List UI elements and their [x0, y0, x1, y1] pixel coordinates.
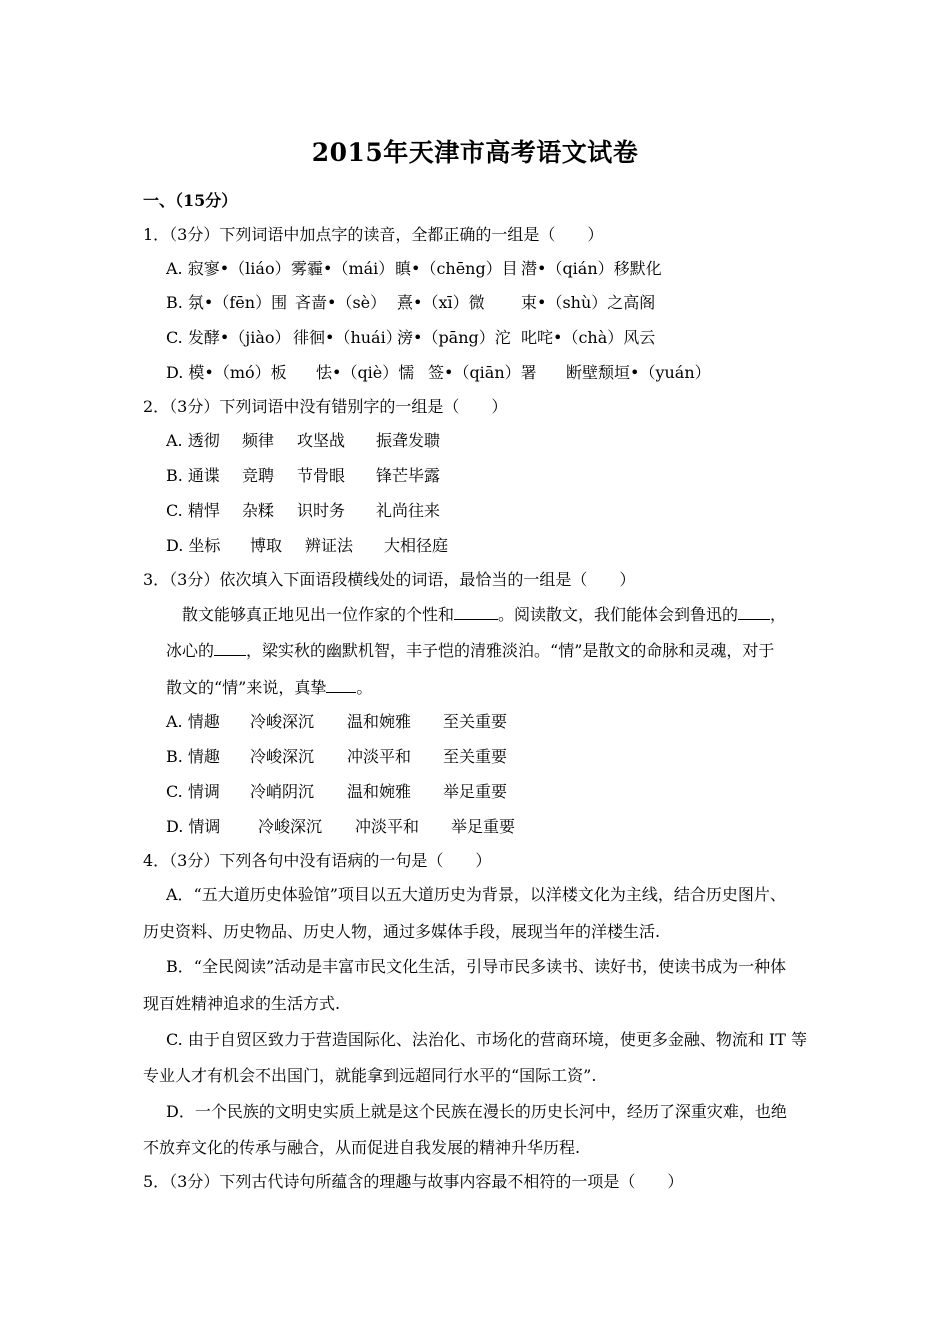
question-4-stem: 4．（3分）下列各句中没有语病的一句是（ ）: [143, 851, 492, 870]
question-4-option-c-line-2: 专业人才有机会不出国门，就能拿到远超同行水平的“国际工资”.: [143, 1066, 597, 1085]
fill-blank-4: [326, 677, 356, 693]
option-part: D. 情调: [166, 817, 221, 836]
question-4-option-c-line-1: C. 由于自贸区致力于营造国际化、法治化、市场化的营商环境，使更多金融、物流和 IT 等: [166, 1030, 808, 1049]
option-part: 怯•（qiè）懦: [316, 363, 415, 382]
option-part: D. 模•（mó）板: [166, 363, 287, 382]
option-part: C. 情调: [166, 782, 220, 801]
option-part: 辨证法: [305, 536, 354, 555]
question-4-option-d-line-1: D．一个民族的文明史实质上就是这个民族在漫长的历史长河中，经历了深重灾难，也绝: [166, 1102, 787, 1121]
passage-text: ，: [770, 605, 787, 624]
fill-blank-2: [738, 604, 770, 620]
question-4-option-b-line-2: 现百姓精神追求的生活方式.: [143, 994, 341, 1013]
option-part: B. 通谍: [166, 466, 220, 485]
option-part: 冷峻深沉: [258, 817, 323, 836]
option-part: 至关重要: [443, 747, 508, 766]
option-part: 大相径庭: [384, 536, 449, 555]
option-part: 竞聘: [242, 466, 275, 485]
option-part: B. 氛•（fēn）围: [166, 293, 288, 312]
question-3-passage-line-1: [182, 604, 786, 626]
option-part: 频律: [242, 431, 275, 450]
question-1-stem: 1．（3分）下列词语中加点字的读音，全都正确的一组是（ ）: [143, 225, 604, 244]
option-part: 振聋发聩: [376, 431, 441, 450]
option-part: A. 透彻: [166, 431, 220, 450]
option-part: 节骨眼: [297, 466, 346, 485]
option-part: 吝啬•（sè）: [295, 293, 387, 312]
question-2-stem: 2．（3分）下列词语中没有错别字的一组是（ ）: [143, 397, 508, 416]
option-part: 徘徊•（huái）: [293, 328, 402, 347]
page-title: 2015年天津市高考语文试卷: [311, 138, 639, 167]
passage-text: 。阅读散文，我们能体会到鲁迅的: [498, 605, 739, 624]
question-5-stem: 5．（3分）下列古代诗句所蕴含的理趣与故事内容最不相符的一项是（ ）: [143, 1172, 684, 1191]
option-part: A. 寂寥•（liáo）: [166, 259, 291, 278]
question-3-passage-line-3: [166, 677, 372, 699]
option-part: 断壁颓垣•（yuán）: [566, 363, 711, 382]
option-part: 冷峭阴沉: [250, 782, 315, 801]
passage-text: 散文能够真正地见出一位作家的个性和: [182, 605, 455, 624]
option-part: A. 情趣: [166, 712, 220, 731]
option-part: 冲淡平和: [355, 817, 420, 836]
question-4-option-a-line-1: A．“五大道历史体验馆”项目以五大道历史为背景，以洋楼文化为主线，结合历史图片、: [166, 885, 786, 904]
option-part: 冷峻深沉: [250, 747, 315, 766]
option-part: 雾霾•（mái）: [291, 259, 395, 278]
option-part: D. 坐标: [166, 536, 221, 555]
option-part: 识时务: [297, 501, 346, 520]
option-part: C. 精悍: [166, 501, 220, 520]
option-part: 温和婉雅: [347, 712, 412, 731]
option-part: 温和婉雅: [347, 782, 412, 801]
option-part: 举足重要: [451, 817, 516, 836]
passage-text: 冰心的: [166, 641, 215, 660]
option-part: 至关重要: [443, 712, 508, 731]
option-part: 滂•（pāng）沱: [397, 328, 511, 347]
option-part: 杂糅: [242, 501, 275, 520]
question-3-passage-line-2: [166, 640, 774, 662]
option-part: 攻坚战: [297, 431, 346, 450]
passage-text: 。: [356, 678, 373, 697]
option-part: B. 情趣: [166, 747, 220, 766]
option-part: 博取: [250, 536, 283, 555]
fill-blank-3: [214, 640, 246, 656]
question-4-option-b-line-1: B．“全民阅读”活动是丰富市民文化生活，引导市民多读书、读好书，使读书成为一种体: [166, 957, 787, 976]
option-part: 举足重要: [443, 782, 508, 801]
question-4-option-a-line-2: 历史资料、历史物品、历史人物，通过多媒体手段，展现当年的洋楼生活.: [143, 922, 661, 941]
option-part: 瞋•（chēng）目: [395, 259, 518, 278]
section-heading: 一、（15分）: [143, 191, 238, 210]
option-part: C. 发酵•（jiào）: [166, 328, 291, 347]
option-part: 冲淡平和: [347, 747, 412, 766]
option-part: 熹•（xī）微: [397, 293, 485, 312]
option-part: 礼尚往来: [376, 501, 441, 520]
fill-blank-1: [454, 604, 498, 620]
option-part: 签•（qiān）署: [428, 363, 537, 382]
option-part: 束•（shù）之高阁: [521, 293, 656, 312]
question-4-option-d-line-2: 不放弃文化的传承与融合，从而促进自我发展的精神升华历程.: [143, 1138, 581, 1157]
option-part: 潜•（qián）移默化: [521, 259, 662, 278]
passage-text: 散文的“情”来说，真挚: [166, 678, 327, 697]
passage-text: ，梁实秋的幽默机智，丰子恺的清雅淡泊。“情”是散文的命脉和灵魂，对于: [246, 641, 775, 660]
option-part: 锋芒毕露: [376, 466, 441, 485]
option-part: 叱咤•（chà）风云: [521, 328, 656, 347]
question-3-stem: 3．（3分）依次填入下面语段横线处的词语，最恰当的一组是（ ）: [143, 570, 636, 589]
option-part: 冷峻深沉: [250, 712, 315, 731]
